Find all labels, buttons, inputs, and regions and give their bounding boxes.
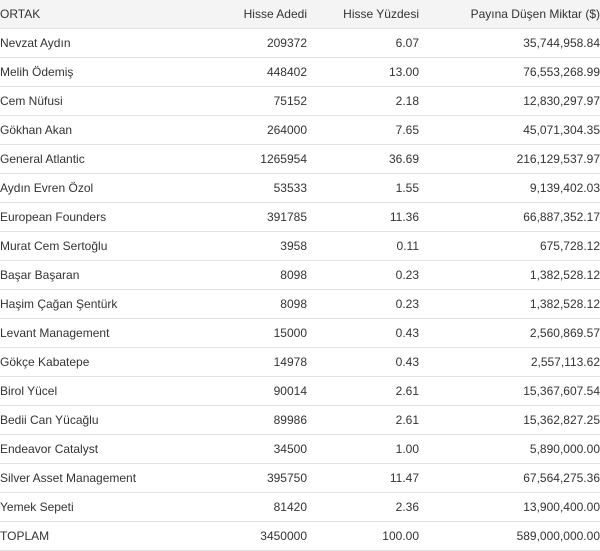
cell-partner-name: Başar Başaran: [0, 261, 192, 290]
cell-partner-name: Murat Cem Sertoğlu: [0, 232, 192, 261]
table-row: [0, 493, 600, 522]
table-row: [0, 319, 600, 348]
cell-share-count: 8098: [192, 290, 307, 319]
table-row: [0, 58, 600, 87]
table-row: [0, 348, 600, 377]
cell-share-count: 1265954: [192, 145, 307, 174]
cell-total-percent: 100.00: [307, 522, 419, 551]
cell-share-amount: 2,557,113.62: [419, 348, 600, 377]
cell-share-amount: 76,553,268.99: [419, 58, 600, 87]
cell-partner-name: Aydın Evren Özol: [0, 174, 192, 203]
cell-share-count: 3958: [192, 232, 307, 261]
cell-share-amount: 12,830,297.97: [419, 87, 600, 116]
cell-partner-name: Silver Asset Management: [0, 464, 192, 493]
table-row: [0, 464, 600, 493]
cell-partner-name: Nevzat Aydın: [0, 29, 192, 58]
cell-share-amount: 675,728.12: [419, 232, 600, 261]
cell-share-percent: 1.00: [307, 435, 419, 464]
cell-share-percent: 2.61: [307, 377, 419, 406]
cell-partner-name: Haşim Çağan Şentürk: [0, 290, 192, 319]
cell-share-amount: 15,362,827.25: [419, 406, 600, 435]
table-header: [0, 0, 600, 29]
cell-partner-name: General Atlantic: [0, 145, 192, 174]
cell-share-percent: 2.36: [307, 493, 419, 522]
table-body: [0, 29, 600, 551]
table-row: [0, 232, 600, 261]
cell-share-percent: 0.43: [307, 348, 419, 377]
cell-share-percent: 2.18: [307, 87, 419, 116]
table-row: [0, 116, 600, 145]
cell-share-percent: 11.47: [307, 464, 419, 493]
cell-share-percent: 1.55: [307, 174, 419, 203]
cell-partner-name: Bedii Can Yücağlu: [0, 406, 192, 435]
cell-partner-name: European Founders: [0, 203, 192, 232]
cell-share-amount: 45,071,304.35: [419, 116, 600, 145]
cell-share-percent: 7.65: [307, 116, 419, 145]
cell-share-amount: 35,744,958.84: [419, 29, 600, 58]
cell-share-count: 34500: [192, 435, 307, 464]
cell-share-count: 264000: [192, 116, 307, 145]
cell-share-count: 395750: [192, 464, 307, 493]
table-row: [0, 261, 600, 290]
cell-share-count: 90014: [192, 377, 307, 406]
cell-share-percent: 13.00: [307, 58, 419, 87]
cell-share-amount: 15,367,607.54: [419, 377, 600, 406]
cell-share-count: 8098: [192, 261, 307, 290]
cell-partner-name: Melih Ödemiş: [0, 58, 192, 87]
cell-share-amount: 2,560,869.57: [419, 319, 600, 348]
cell-share-percent: 6.07: [307, 29, 419, 58]
cell-partner-name: Gökçe Kabatepe: [0, 348, 192, 377]
table-row: [0, 174, 600, 203]
table-row: [0, 406, 600, 435]
cell-share-percent: 11.36: [307, 203, 419, 232]
cell-partner-name: Gökhan Akan: [0, 116, 192, 145]
column-header-hisse-adedi: Hisse Adedi: [192, 0, 307, 29]
cell-share-amount: 1,382,528.12: [419, 261, 600, 290]
cell-partner-name: Levant Management: [0, 319, 192, 348]
table-header-row: [0, 0, 600, 29]
cell-partner-name: Cem Nüfusi: [0, 87, 192, 116]
cell-share-amount: 13,900,400.00: [419, 493, 600, 522]
cell-share-amount: 5,890,000.00: [419, 435, 600, 464]
table-row: [0, 290, 600, 319]
cell-share-percent: 36.69: [307, 145, 419, 174]
column-header-ortak: ORTAK: [0, 0, 192, 29]
cell-share-count: 15000: [192, 319, 307, 348]
cell-share-count: 391785: [192, 203, 307, 232]
table-row: [0, 29, 600, 58]
cell-partner-name: Yemek Sepeti: [0, 493, 192, 522]
cell-share-amount: 66,887,352.17: [419, 203, 600, 232]
cell-share-percent: 0.11: [307, 232, 419, 261]
table-row: [0, 435, 600, 464]
cell-share-percent: 0.23: [307, 261, 419, 290]
cell-share-percent: 0.43: [307, 319, 419, 348]
cell-total-amount: 589,000,000.00: [419, 522, 600, 551]
cell-share-count: 14978: [192, 348, 307, 377]
cell-share-count: 448402: [192, 58, 307, 87]
cell-share-count: 53533: [192, 174, 307, 203]
column-header-hisse-yuzdesi: Hisse Yüzdesi: [307, 0, 419, 29]
table-row: [0, 87, 600, 116]
cell-share-count: 209372: [192, 29, 307, 58]
cell-share-amount: 67,564,275.36: [419, 464, 600, 493]
table-row: [0, 203, 600, 232]
cell-partner-name: Birol Yücel: [0, 377, 192, 406]
cell-total-shares: 3450000: [192, 522, 307, 551]
cell-share-count: 89986: [192, 406, 307, 435]
column-header-payina-dusen-miktar: Payına Düşen Miktar ($): [419, 0, 600, 29]
cell-share-amount: 216,129,537.97: [419, 145, 600, 174]
cell-share-percent: 0.23: [307, 290, 419, 319]
cell-share-amount: 1,382,528.12: [419, 290, 600, 319]
cell-share-amount: 9,139,402.03: [419, 174, 600, 203]
cell-total-label: TOPLAM: [0, 522, 192, 551]
cell-share-count: 81420: [192, 493, 307, 522]
cell-share-percent: 2.61: [307, 406, 419, 435]
table-row: [0, 145, 600, 174]
cell-partner-name: Endeavor Catalyst: [0, 435, 192, 464]
cell-share-count: 75152: [192, 87, 307, 116]
table-row: [0, 377, 600, 406]
